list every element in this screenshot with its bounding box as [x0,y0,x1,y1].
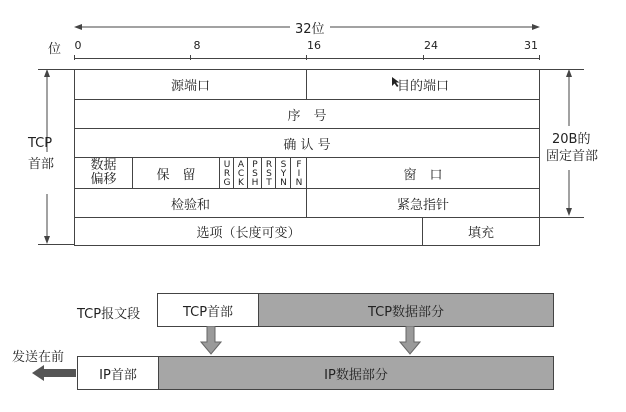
tick-label-24: 24 [424,39,438,52]
tcp-segment-label: TCP报文段 [77,307,141,322]
checksum-cell: 检验和 [74,188,307,218]
tick-0 [74,55,75,60]
flag-rst-label: RST [264,159,274,187]
data-offset-cell [74,157,133,189]
reserved-cell: 保 留 [132,157,220,189]
ip-data-block: IP数据部分 [158,356,554,390]
window-cell: 窗 口 [306,157,540,189]
tcp-label-line1: TCP [28,136,53,151]
urgent-pointer-cell: 紧急指针 [306,188,540,218]
fixed-header-label-line2: 固定首部 [546,149,599,164]
send-direction-arrow-icon [32,363,78,383]
flag-ack-label: ACK [236,159,246,187]
options-cell: 选项（长度可变） [74,217,423,246]
tick-16 [306,55,307,60]
ack-number-cell: 确 认 号 [74,128,540,158]
tick-24 [423,55,424,60]
tick-label-0: 0 [74,39,82,52]
data-offset-line1: 数据 [90,158,117,173]
padding-cell: 填充 [422,217,540,246]
flag-fin [290,157,307,189]
tcp-header-down-arrow [200,326,222,356]
bit-position-label: 位 [48,42,62,57]
source-port-cell: 源端口 [74,69,307,100]
tcp-header-block: TCP首部 [157,293,259,327]
tcp-label-line2: 首部 [28,157,55,172]
fixed-header-label-line1: 20B的 [552,132,591,147]
tick-8 [190,55,191,60]
flag-psh-label: PSH [250,159,260,187]
tick-label-31: 31 [524,39,538,52]
total-bits-label: 32位 [292,18,328,37]
sequence-number-cell: 序 号 [74,99,540,129]
flag-fin-label: FIN [294,159,304,187]
tcp-data-block: TCP数据部分 [258,293,554,327]
flag-rst [261,157,276,189]
flag-urg-label: URG [222,159,232,187]
tcp-data-down-arrow [399,326,421,356]
destination-port-cell: 目的端口 [306,69,540,100]
flag-psh [247,157,262,189]
send-first-label: 发送在前 [12,350,65,365]
ip-header-block: IP首部 [77,356,159,390]
tick-label-8: 8 [193,39,201,52]
cursor-icon [391,76,401,88]
tick-label-16: 16 [307,39,321,52]
flag-syn-label: SYN [278,159,289,187]
flag-syn [275,157,291,189]
data-offset-line2: 偏移 [90,172,117,187]
tick-31 [539,55,540,60]
flag-ack [233,157,248,189]
bit-ruler-line [74,58,540,59]
flag-urg [219,157,234,189]
